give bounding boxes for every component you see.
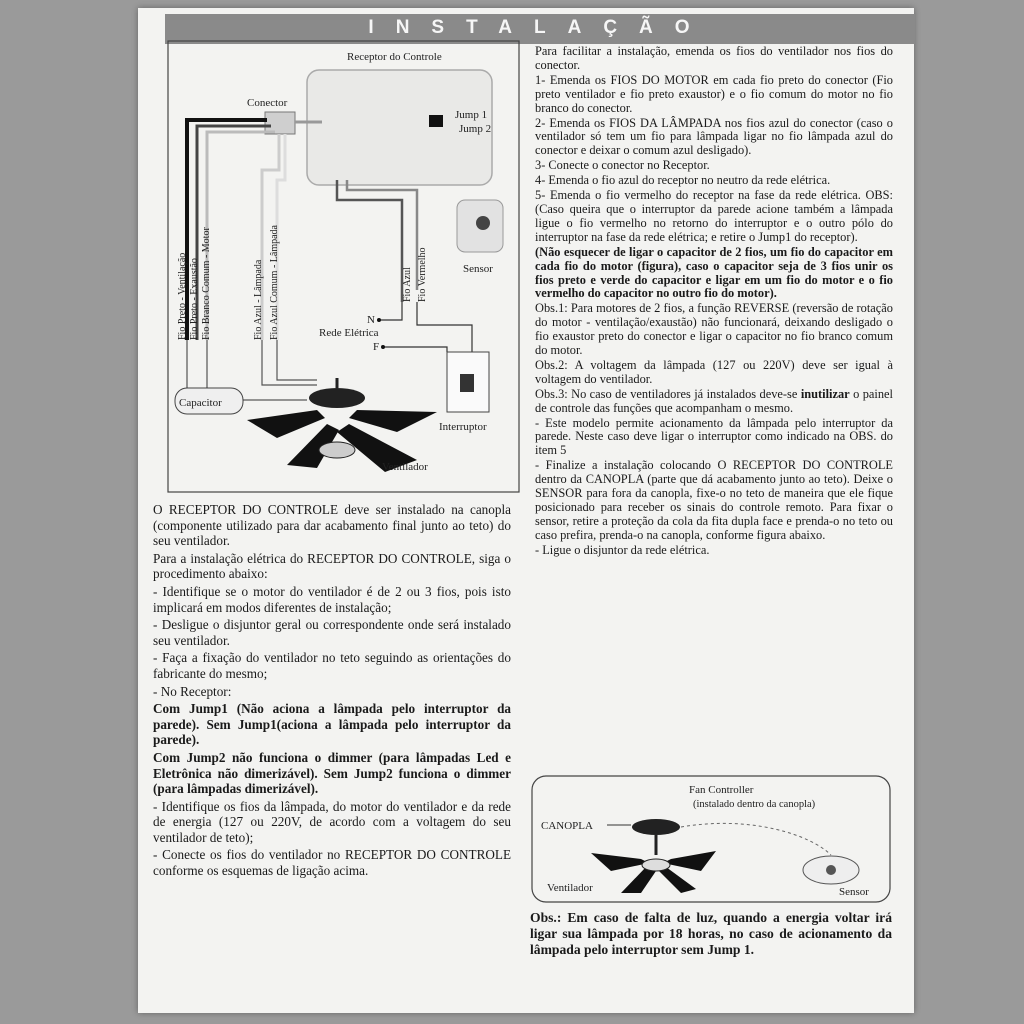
paragraph: - Conecte os fios do ventilador no RECEPTOR DO CONTROLE conforme os esquemas de ligação acima.	[153, 847, 511, 879]
jump-connector	[429, 115, 443, 127]
left-column	[153, 502, 511, 881]
ventilador-label-small: Ventilador	[547, 882, 593, 894]
obs-1: Obs.1: Para motores de 2 fios, a função REVERSE (reversão de rotação do motor - ventilação/exaustão) não funcionará, deixando desligado o fio exaustor preto do conector e ligar o capacitor no fio branco comum do motor.	[535, 301, 893, 358]
paragraph: - Ligue o disjuntor da rede elétrica.	[535, 542, 710, 557]
step-5: 5- Emenda o fio vermelho do receptor na fase da rede elétrica. OBS: (Caso queira que o interruptor da parede acione também a lâmpada ligue o fio vermelho no retorno do interruptor e o outro pólo do interruptor na fase da rede elétrica; e retire o Jump1 do receptor).	[535, 188, 893, 244]
obs-2: Obs.2: A voltagem da lâmpada (127 ou 220V) deve ser igual à voltagem do ventilador.	[535, 357, 893, 386]
paragraph: - Finalize a instalação colocando O RECEPTOR DO CONTROLE dentro da CANOPLA (parte que dá acabamento junto ao teto). Deixe o SENSOR para fora da canopla, fixe-o no teto de maneira que ele fique posicionado para receber os sinais do controle remoto. Para fixar o sensor, retire a proteção da cola da fita dupla face e prenda-o no teto ou caso prefira, prenda-o na canopla, conforme figura abaixo.	[535, 458, 893, 542]
fan-controller-label: Fan Controller	[689, 784, 754, 796]
final-observation: Obs.: Em caso de falta de luz, quando a energia voltar irá ligar sua lâmpada por 18 horas, no caso de acionamento da lâmpada pelo interruptor sem Jump 1.	[530, 910, 892, 957]
paragraph: - Identifique os fios da lâmpada, do motor do ventilador e da rede de energia (127 ou 220V, de acordo com a voltagem do seu ventilador de teto);	[153, 798, 511, 845]
capacitor-label: Capacitor	[179, 397, 222, 409]
paragraph: - Identifique se o motor do ventilador é de 2 ou 3 fios, pois isto implicará em modos diferentes de instalação;	[153, 583, 511, 615]
wiring-diagram	[167, 40, 520, 493]
interruptor-label: Interruptor	[439, 421, 487, 433]
paragraph: - Desligue o disjuntor geral ou correspondente onde será instalado seu ventilador.	[153, 617, 511, 648]
wire-label-comum-motor: Fio Branco Comum - Motor	[201, 227, 212, 340]
wire-label-fio-azul: Fio Azul	[402, 267, 413, 302]
jump2-note: Com Jump2 não funciona o dimmer (para lâmpadas Led e Eletrônica não dimerizável). Sem Jump2 funciona o dimmer (para lâmpadas dimerizável).	[153, 749, 511, 797]
section-title: INSTALAÇÃO	[368, 17, 712, 38]
fan-blade	[659, 867, 696, 893]
paragraph: Para a instalação elétrica do RECEPTOR DO CONTROLE, siga o procedimento abaixo:	[153, 550, 511, 582]
paragraph: O RECEPTOR DO CONTROLE deve ser instalado na canopla (componente utilizado para dar acabamento final junto ao teto) do seu ventilador.	[153, 502, 511, 549]
wire-label-fio-vermelho: Fio Vermelho	[417, 247, 428, 302]
right-column	[535, 45, 893, 559]
step-4: 4- Emenda o fio azul do receptor no neutro da rede elétrica.	[535, 173, 831, 188]
fan-controller-note: (instalado dentro da canopla)	[693, 799, 816, 810]
fan-blade	[349, 410, 437, 432]
jump1-label: Jump 1	[455, 109, 488, 121]
capacitor-warning: (Não esquecer de ligar o capacitor de 2 fios, um fio do capacitor em cada fio do motor (figura), caso o capacitor seja de 3 fios unir os fios preto e verde do capacitor e ligar em um fio do motor e o fio vermelho do capacitor no outro fio do motor).	[535, 244, 893, 301]
step-1: 1- Emenda os FIOS DO MOTOR em cada fio preto do conector (Fio preto ventilador e fio preto exaustor) e o fio comum do motor no fio branco do conector.	[535, 72, 893, 115]
sensor-label-small: Sensor	[839, 886, 869, 898]
ventilador-label: Ventilador	[382, 461, 428, 473]
neutral-label: N	[367, 314, 375, 326]
wire-label-azul-lampada: Fio Azul - Lâmpada	[253, 259, 264, 340]
phase-label: F	[373, 341, 380, 353]
jump2-label: Jump 2	[459, 123, 492, 135]
wire-label-ventilacao: Fio Preto - Ventilação	[177, 252, 188, 340]
paragraph: - No Receptor:	[153, 683, 232, 699]
paragraph: - Faça a fixação do ventilador no teto seguindo as orientações do fabricante do mesmo;	[153, 650, 511, 681]
jump1-note: Com Jump1 (Não aciona a lâmpada pelo interruptor da parede). Sem Jump1(aciona a lâmpada pelo interruptor da parede).	[153, 701, 511, 748]
rede-label: Rede Elétrica	[319, 327, 379, 339]
obs-3: Obs.3: No caso de ventiladores já instalados deve-se inutilizar o painel de controle das funções que acompanham o mesmo.	[535, 386, 893, 415]
wire-label-azul-comum: Fio Azul Comum - Lâmpada	[269, 225, 280, 340]
step-3: 3- Conecte o conector no Receptor.	[535, 158, 710, 173]
conector-label: Conector	[247, 97, 288, 109]
canopla-diagram	[531, 775, 891, 903]
fan-blade	[591, 853, 649, 871]
receptor-label: Receptor do Controle	[347, 51, 442, 63]
fan-motor	[309, 388, 365, 408]
fan-blade	[663, 851, 716, 871]
paragraph: - Este modelo permite acionamento da lâmpada pelo interruptor da parede. Neste caso deve ligar o interruptor como indicado na OBS. do item 5	[535, 415, 893, 458]
canopla-label: CANOPLA	[541, 820, 593, 832]
paragraph: Para facilitar a instalação, emenda os fios do ventilador nos fios do conector.	[535, 44, 893, 72]
wire-label-exaustao: Fio Preto - Exaustão	[189, 258, 200, 340]
canopla-shape	[632, 819, 680, 835]
fan-blade	[247, 410, 325, 438]
step-2: 2- Emenda os FIOS DA LÂMPADA nos fios azul do conector (caso o ventilador só tem um fio para lâmpada ligar no fio lâmpada azul do conector e deixar o comum azul desligado).	[535, 115, 893, 158]
sensor-label: Sensor	[463, 263, 493, 275]
